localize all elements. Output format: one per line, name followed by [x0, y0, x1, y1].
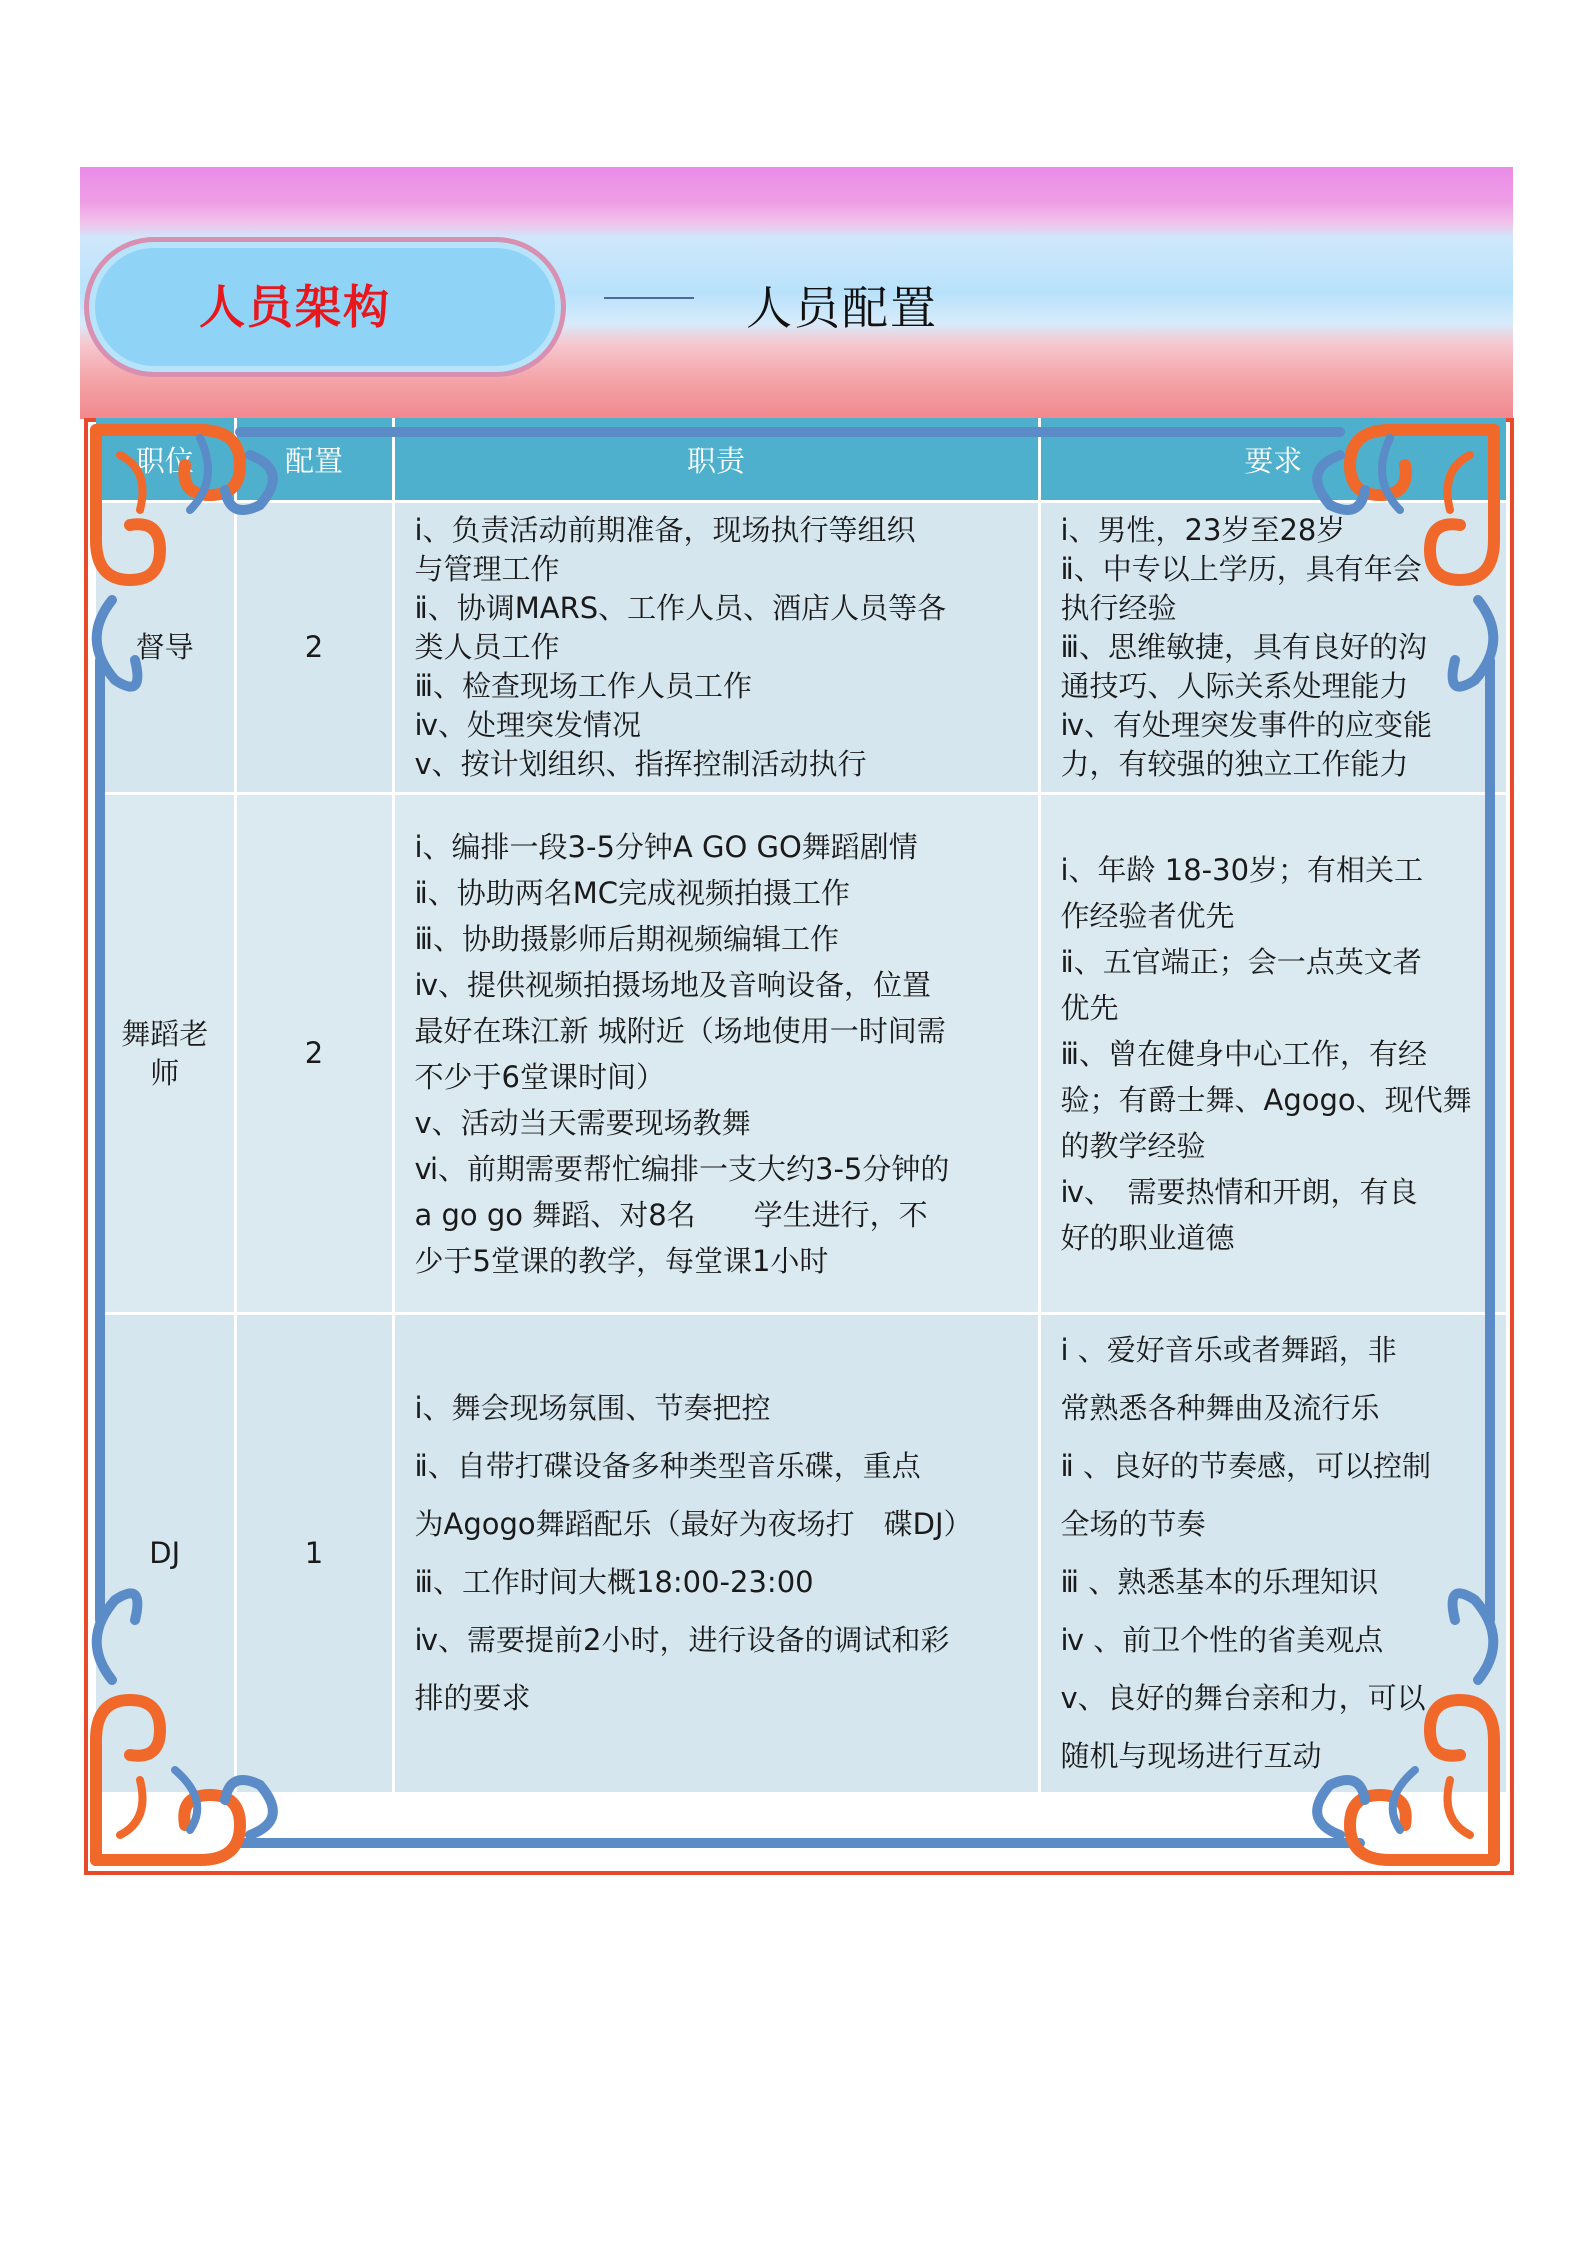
duty-line: 最好在珠江新 城附近（场地使用一时间需: [414, 1013, 946, 1048]
table-row: [96, 502, 1506, 794]
cell-requirements: [1039, 794, 1506, 1314]
requirement-line: 随机与现场进行互动: [1060, 1739, 1322, 1774]
requirement-line: ⅰ、男性，23岁至28岁: [1060, 513, 1346, 547]
requirement-line: ⅳ 、前卫个性的省美观点: [1060, 1623, 1384, 1658]
staff-table-wrapper: [96, 418, 1506, 1792]
duty-line: 不少于6堂课时间）: [414, 1059, 665, 1094]
duty-line: 类人员工作: [414, 630, 560, 664]
requirement-line: ⅱ、中专以上学历，具有年会: [1060, 552, 1422, 586]
duty-line: ⅳ、需要提前2小时，进行设备的调试和彩: [414, 1623, 950, 1658]
table-row: [96, 794, 1506, 1314]
requirement-line: 常熟悉各种舞曲及流行乐: [1060, 1391, 1380, 1426]
cell-requirements: [1039, 502, 1506, 794]
requirement-line: 力，有较强的独立工作能力: [1060, 747, 1409, 781]
requirement-line: 全场的节奏: [1060, 1507, 1206, 1542]
duty-line: ⅳ、提供视频拍摄场地及音响设备，位置: [414, 967, 932, 1002]
requirement-line: 执行经验: [1060, 591, 1177, 625]
section-title: 人员架构: [199, 280, 391, 334]
staff-table: [96, 418, 1506, 1792]
requirement-line: 优先: [1060, 990, 1119, 1025]
duty-line: ⅲ、协助摄影师后期视频编辑工作: [414, 921, 839, 956]
requirement-line: ⅰ 、爱好音乐或者舞蹈，非: [1060, 1333, 1397, 1368]
duty-line: ⅰ、编排一段3-5分钟A GO GO舞蹈剧情: [414, 829, 918, 864]
duty-line: ⅰ、舞会现场氛围、节奏把控: [414, 1391, 771, 1426]
duty-line: 少于5堂课的教学，每堂课1小时: [414, 1243, 829, 1278]
column-header-count: 配置: [235, 418, 393, 502]
duty-line: ⅴ、活动当天需要现场教舞: [414, 1105, 751, 1140]
requirement-line: ⅳ、有处理突发事件的应变能: [1060, 708, 1433, 742]
duty-line: 与管理工作: [414, 552, 560, 586]
page-subtitle: 人员配置: [746, 281, 938, 335]
column-header-requirements: 要求: [1039, 418, 1506, 502]
column-header-duties: 职责: [393, 418, 1039, 502]
duty-line: ⅱ、自带打碟设备多种类型音乐碟，重点: [414, 1449, 921, 1484]
duty-line: ⅱ、协助两名MC完成视频拍摄工作: [414, 875, 851, 910]
duty-line: 为Agogo舞蹈配乐（最好为夜场打 碟DJ）: [414, 1507, 973, 1542]
cell-count: 2: [235, 502, 393, 794]
requirement-line: 通技巧、人际关系处理能力: [1060, 669, 1409, 703]
requirement-line: ⅲ、思维敏捷，具有良好的沟: [1060, 630, 1427, 664]
duty-line: ⅲ、工作时间大概18:00-23:00: [414, 1565, 814, 1600]
duty-line: ⅰ、负责活动前期准备，现场执行等组织: [414, 513, 916, 547]
requirement-line: ⅴ、良好的舞台亲和力，可以: [1060, 1681, 1426, 1716]
requirement-line: 作经验者优先: [1060, 898, 1235, 933]
cell-position: 督导: [96, 502, 235, 794]
duty-line: ⅳ、处理突发情况: [414, 708, 642, 742]
table-header-row: [96, 418, 1506, 502]
duty-line: ⅴ、按计划组织、指挥控制活动执行: [414, 747, 867, 781]
requirement-line: ⅱ、五官端正；会一点英文者: [1060, 944, 1422, 979]
title-dash: [604, 297, 694, 299]
requirement-line: 好的职业道德: [1060, 1220, 1235, 1255]
duty-line: ⅵ、前期需要帮忙编排一支大约3-5分钟的: [414, 1151, 950, 1186]
requirement-line: 的教学经验: [1060, 1128, 1206, 1163]
requirement-line: ⅲ、曾在健身中心工作，有经: [1060, 1036, 1427, 1071]
column-header-position: 职位: [96, 418, 235, 502]
cell-position: DJ: [96, 1314, 235, 1792]
cell-count: 2: [235, 794, 393, 1314]
requirement-line: ⅱ 、良好的节奏感，可以控制: [1060, 1449, 1431, 1484]
cell-duties: [393, 794, 1039, 1314]
cell-duties: [393, 1314, 1039, 1792]
cell-requirements: [1039, 1314, 1506, 1792]
duty-line: ⅱ、协调MARS、工作人员、酒店人员等各: [414, 591, 947, 625]
requirement-line: 验；有爵士舞、Agogo、现代舞: [1060, 1082, 1472, 1117]
duty-line: 排的要求: [414, 1681, 531, 1716]
table-row: [96, 1314, 1506, 1792]
requirement-line: ⅰ、年龄 18-30岁；有相关工: [1060, 852, 1424, 887]
cell-duties: [393, 502, 1039, 794]
duty-line: a go go 舞蹈、对8名 学生进行，不: [414, 1197, 928, 1232]
requirement-line: ⅲ 、熟悉基本的乐理知识: [1060, 1565, 1379, 1600]
requirement-line: ⅳ、 需要热情和开朗，有良: [1060, 1174, 1418, 1209]
cell-count: 1: [235, 1314, 393, 1792]
cell-position: 舞蹈老师: [96, 794, 235, 1314]
duty-line: ⅲ、检查现场工作人员工作: [414, 669, 752, 703]
